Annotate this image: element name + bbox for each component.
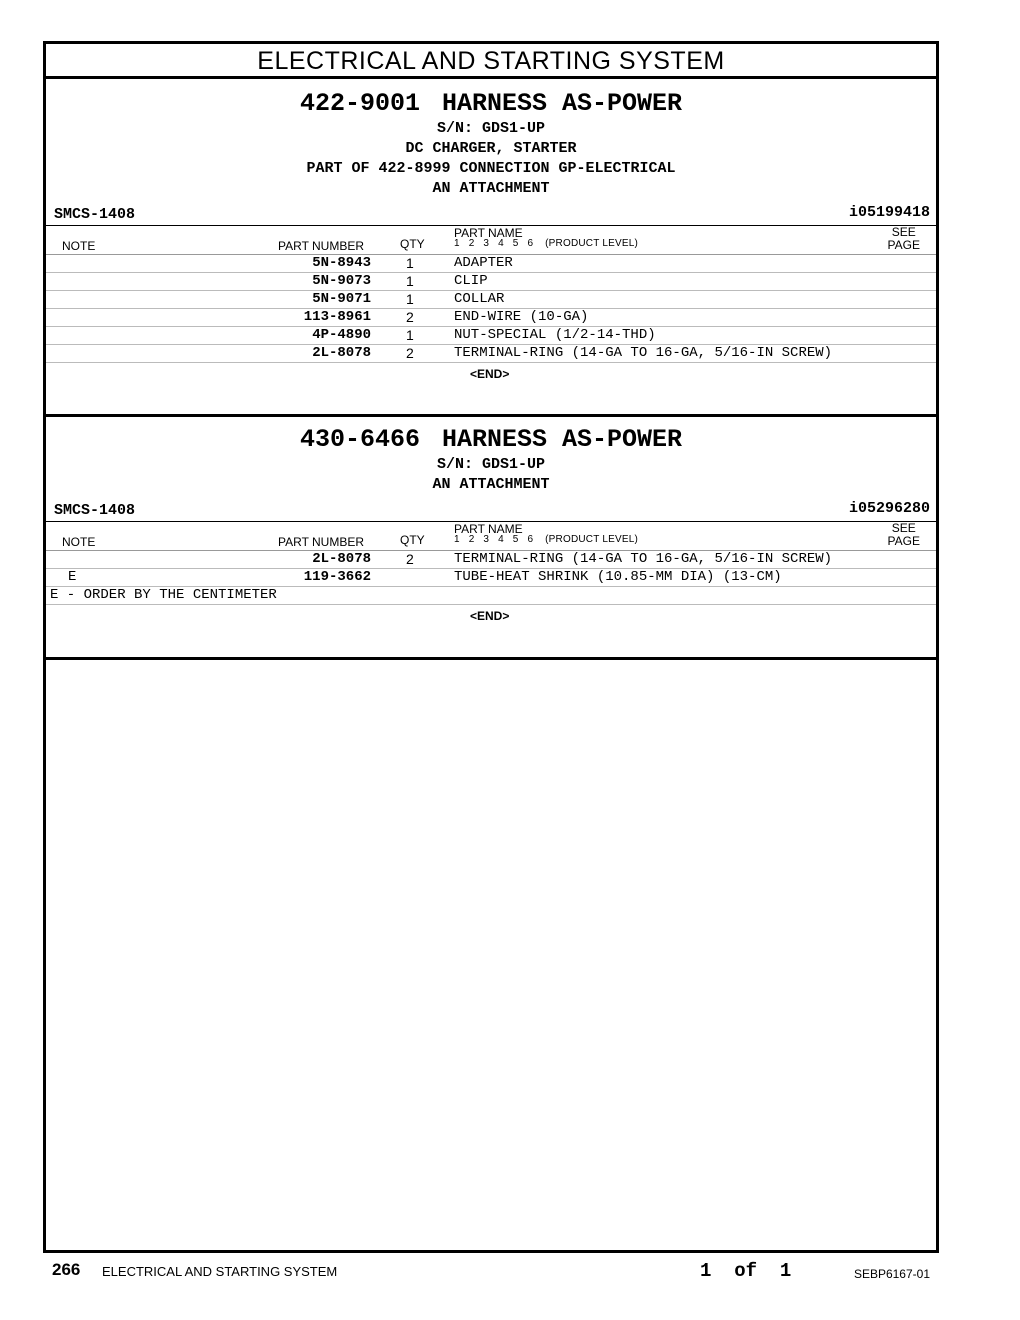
section-title	[46, 425, 936, 455]
row-part-name: TERMINAL-RING (14-GA TO 16-GA, 5/16-IN SCREW)	[454, 345, 833, 361]
row-qty: 1	[406, 273, 414, 289]
qty-column-header: QTY	[400, 533, 425, 547]
parts-rows	[46, 551, 936, 587]
row-qty: 2	[406, 551, 414, 567]
column-header	[46, 522, 936, 551]
table-row	[46, 255, 936, 273]
footnote: E - ORDER BY THE CENTIMETER	[46, 587, 936, 605]
table-row	[46, 345, 936, 363]
section-part-number: 422-9001	[299, 89, 420, 118]
row-part-number[interactable]: 2L-8078	[312, 345, 371, 361]
table-row	[46, 569, 936, 587]
page-count: 1 of 1	[700, 1260, 792, 1282]
row-part-number[interactable]: 5N-8943	[312, 255, 371, 271]
section-header	[46, 79, 936, 199]
row-part-name: CLIP	[454, 273, 488, 289]
attachment-line: AN ATTACHMENT	[432, 180, 550, 197]
note-column-header: NOTE	[62, 535, 96, 549]
see-page-column-header	[888, 522, 920, 548]
section-title	[46, 89, 936, 119]
see-label: SEE	[891, 225, 916, 239]
product-level-header: 1 2 3 4 5 6 (PRODUCT LEVEL)	[454, 238, 638, 249]
table-row	[46, 291, 936, 309]
row-part-name: TUBE-HEAT SHRINK (10.85-MM DIA) (13-CM)	[454, 569, 782, 585]
row-qty: 1	[406, 291, 414, 307]
page-title: ELECTRICAL AND STARTING SYSTEM	[46, 44, 936, 79]
table-row	[46, 309, 936, 327]
smcs-row	[46, 499, 936, 522]
see-label: SEE	[891, 521, 916, 535]
page-label: PAGE	[887, 534, 920, 548]
table-row	[46, 273, 936, 291]
smcs-code: SMCS-1408	[54, 502, 136, 519]
row-part-number[interactable]: 113-8961	[303, 309, 371, 325]
serial-number-line: S/N: GDS1-UP	[436, 120, 546, 137]
end-marker	[46, 605, 936, 627]
table-row	[46, 551, 936, 569]
table-row	[46, 327, 936, 345]
row-part-name: END-WIRE (10-GA)	[454, 309, 589, 325]
note-column-header: NOTE	[62, 239, 96, 253]
row-part-number[interactable]: 4P-4890	[312, 327, 371, 343]
row-part-name: NUT-SPECIAL (1/2-14-THD)	[454, 327, 656, 343]
part-number-column-header: PART NUMBER	[278, 535, 365, 549]
qty-column-header: QTY	[400, 237, 425, 251]
row-note: E	[68, 569, 77, 585]
attachment-line: AN ATTACHMENT	[432, 476, 550, 493]
product-level-header: 1 2 3 4 5 6 (PRODUCT LEVEL)	[454, 534, 638, 545]
document-id: SEBP6167-01	[853, 1267, 930, 1281]
page-footer	[52, 1258, 932, 1288]
end-marker	[46, 363, 936, 385]
description-line: DC CHARGER, STARTER	[405, 140, 577, 157]
end-label: <END>	[470, 609, 510, 623]
row-qty: 2	[406, 309, 414, 325]
part-name-column-header: PART NAME	[454, 522, 523, 536]
row-part-number[interactable]: 119-3662	[303, 569, 371, 585]
illustration-reference: i05199418	[848, 204, 930, 221]
column-header	[46, 226, 936, 255]
page-frame	[43, 41, 939, 1253]
smcs-row	[46, 203, 936, 226]
serial-number-line: S/N: GDS1-UP	[436, 456, 546, 473]
row-part-name: COLLAR	[454, 291, 505, 307]
row-qty: 1	[406, 327, 414, 343]
smcs-code: SMCS-1408	[54, 206, 136, 223]
row-part-name: TERMINAL-RING (14-GA TO 16-GA, 5/16-IN SCREW)	[454, 551, 833, 567]
parts-section-1	[46, 79, 936, 417]
parts-section-2	[46, 417, 936, 660]
row-part-number[interactable]: 5N-9071	[312, 291, 371, 307]
section-header	[46, 417, 936, 495]
row-qty: 1	[406, 255, 414, 271]
footer-section-name: ELECTRICAL AND STARTING SYSTEM	[102, 1264, 338, 1279]
row-part-number[interactable]: 5N-9073	[312, 273, 371, 289]
section-part-title: HARNESS AS-POWER	[441, 425, 683, 454]
part-number-column-header: PART NUMBER	[278, 239, 365, 253]
end-label: <END>	[470, 367, 510, 381]
row-part-name: ADAPTER	[454, 255, 513, 271]
illustration-reference: i05296280	[848, 500, 930, 517]
page-label: PAGE	[887, 238, 920, 252]
section-part-number: 430-6466	[299, 425, 420, 454]
row-qty: 2	[406, 345, 414, 361]
section-part-title: HARNESS AS-POWER	[441, 89, 683, 118]
parts-rows	[46, 255, 936, 363]
page-number: 266	[52, 1260, 81, 1279]
row-part-number[interactable]: 2L-8078	[312, 551, 371, 567]
part-name-column-header: PART NAME	[454, 226, 523, 240]
part-of-line: PART OF 422-8999 CONNECTION GP-ELECTRICAL	[306, 160, 676, 177]
see-page-column-header	[888, 226, 920, 252]
